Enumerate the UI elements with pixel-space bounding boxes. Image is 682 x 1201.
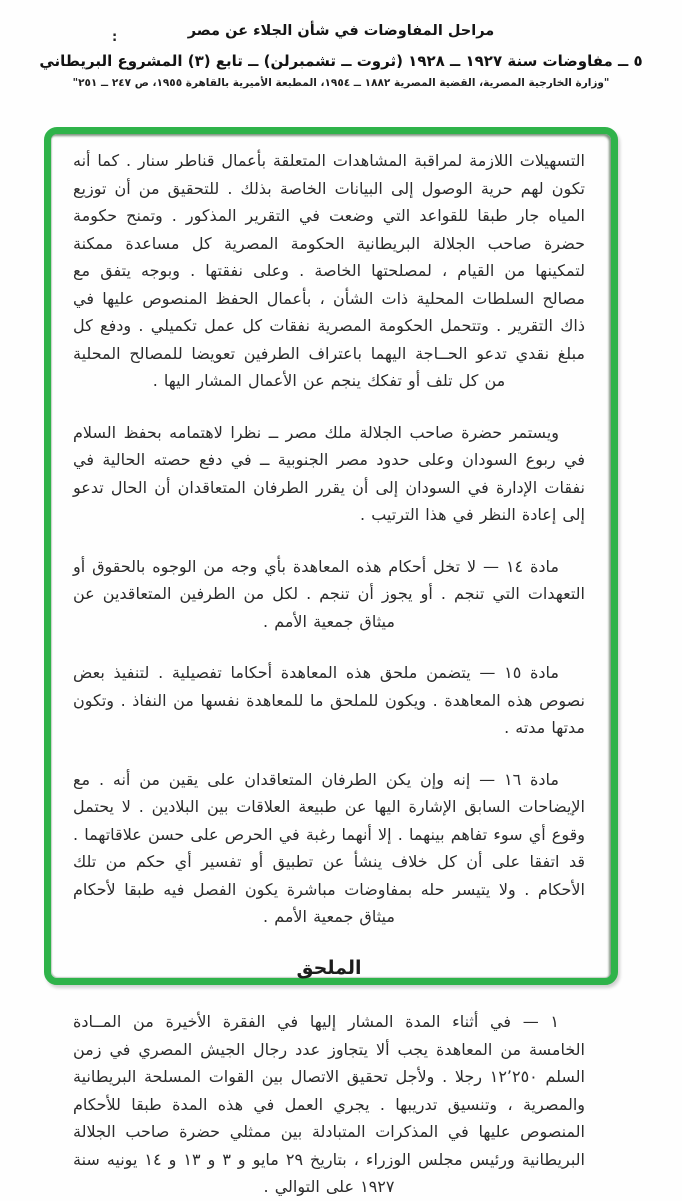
document-subtitle: ٥ ــ مفاوضات سنة ١٩٢٧ ــ ١٩٢٨ (ثروت ــ تشمبرلن) ــ تابع (٣) المشروع البريطاني <box>39 52 643 70</box>
document-header <box>0 0 682 89</box>
paragraph-sudan-expenses: ويستمر حضرة صاحب الجلالة ملك مصر ــ نظرا لاهتمامه بحفظ السلام في ربوع السودان وعلى حدود مصر الجنوبية ــ في دفع حصته الحالية في نفقات الإدارة في السودان إلى أن يقرر الطرفان المتعاقدان أن الحال تدعو إلى إعادة النظر في هذا الترتيب . <box>73 422 585 524</box>
document-body <box>51 134 611 1201</box>
paragraph-sennar-inspection: التسهيلات اللازمة لمراقبة المشاهدات المتعلقة بأعمال قناطر سنار . كما أنه تكون لهم حرية الوصول إلى البيانات الخاصة بذلك . للتحقيق من أن توزيع المياه جار طبقا للقواعد التي وضعت في التقرير المذكور . وتمنح حكومة حضرة صاحب الجلالة البريطانية الحكومة المصرية كل مساعدة ممكنة لتمكينها من القيام ، لمصلحتها الخاصة . وعلى نفقتها . وبوجه يتفق مع مصالح السلطات المحلية ذات الشأن ، بأعمال الحفظ المنصوص عليها في ذاك التقرير . وتتحمل الحكومة المصرية نفقات كل عمل تكميلي . ودفع كل مبلغ نقدي تدعو الحــاجة اليهما باعتراف الطرفين تعويضا للمصالح المحلية من كل تلف أو تفكك ينجم عن الأعمال المشار اليها . <box>73 151 585 390</box>
paragraph-annex-item-1: ١ — في أثناء المدة المشار إليها في الفقرة الأخيرة من المــادة الخامسة من المعاهدة يجب ألا يتجاوز عدد رجال الجيش المصري في زمن السلم ١٢٬٢٥٠ رجلا . ولأجل تحقيق الاتصال بين القوات المسلحة البريطانية والمصرية ، وتنسيق تدريبها . يجري العمل في هذه المدة طبقا للأحكام المنصوص عليها في المذكرات المتبادلة بين ممثلي حضرة صاحب الجلالة البريطانية ورئيس مجلس الوزراء ، بتاريخ ٢٩ مايو و ٣ و ١٣ و ١٤ يونيه سنة ١٩٢٧ على التوالي . <box>73 1012 586 1196</box>
annex-heading: الملحق <box>296 956 362 979</box>
stray-colon-mark: : <box>112 30 118 45</box>
paragraph-article-16: مادة ١٦ — إنه وإن يكن الطرفان المتعاقدان على يقين من أنه . مع الإيضاحات السابق الإشارة اليها عن طبيعة العلاقات بين البلادين . لا يحتمل وقوع أي سوء تفاهم بينهما . إلا أنهما رغبة في الحرص على حسن علاقاتهما . قد اتفقا على أن كل خلاف ينشأ عن تطبيق أو تفسير أي حكم من تلك الأحكام . ولا يتيسر حله بمفاوضات مباشرة يكون الفصل فيه طبقا لأحكام ميثاق جمعية الأمم . <box>73 769 585 926</box>
paragraph-article-15: مادة ١٥ — يتضمن ملحق هذه المعاهدة أحكاما تفصيلية . لتنفيذ بعض نصوص هذه المعاهدة . ويكون للملحق ما للمعاهدة نفسها من النفاذ . وتكون مدتها مدته . <box>73 663 585 737</box>
source-citation: "وزارة الخارجية المصرية، القضية المصرية ١٨٨٢ ــ ١٩٥٤، المطبعة الأميرية بالقاهرة ١٩٥٥، ص ٢٤٧ ــ ٢٥١" <box>72 77 610 89</box>
green-highlight-frame <box>44 127 618 1196</box>
document-title: مراحل المفاوضات في شأن الجلاء عن مصر <box>187 23 495 39</box>
paragraph-article-14: مادة ١٤ — لا تخل أحكام هذه المعاهدة بأي وجه من الوجوه بالحقوق أو التعهدات التي تنجم . أو يجوز أن تنجم . لكل من الطرفين المتعاقدين عن ميثاق جمعية الأمم . <box>73 556 585 631</box>
